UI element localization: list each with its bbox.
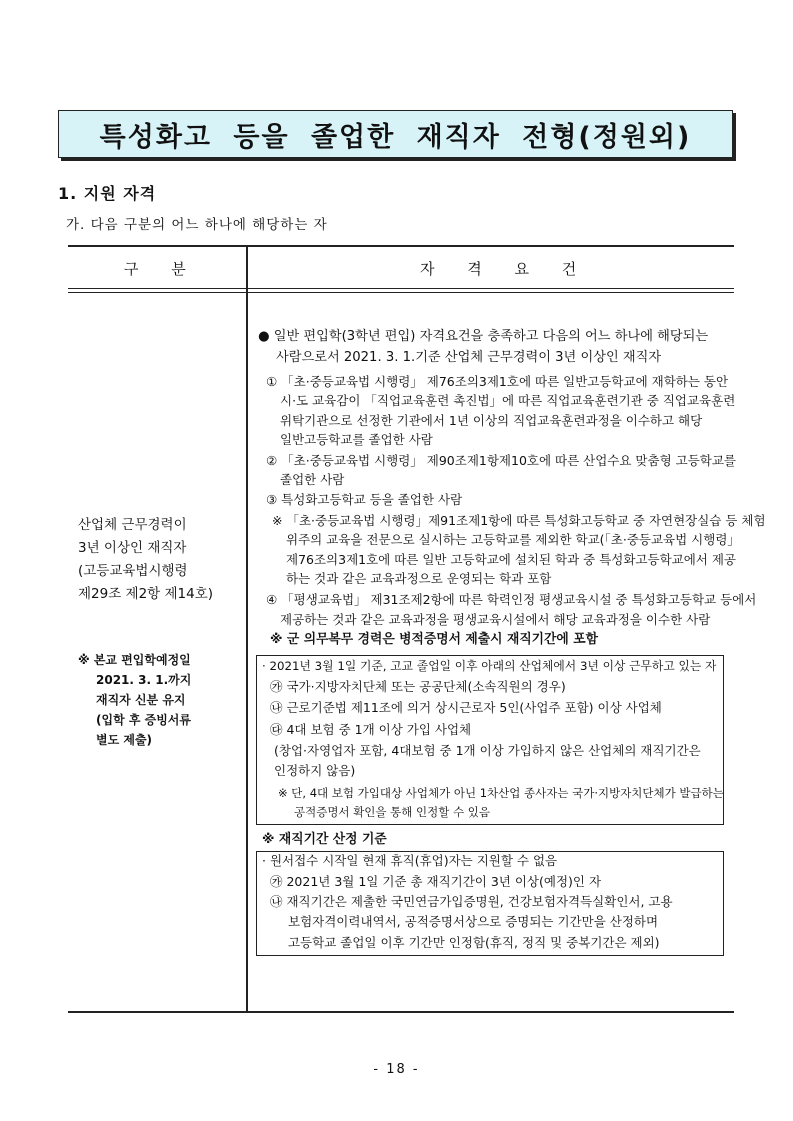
box1-line: (창업·자영업자 포함, 4대보험 중 1개 이상 가입하지 않은 산업체의 재직기간은 — [274, 743, 701, 758]
page-number: - 18 - — [373, 1062, 420, 1077]
box1-line: · 2021년 3월 1일 기준, 고교 졸업일 이후 아래의 산업체에서 3년 이상 근무하고 있는 자 — [262, 659, 717, 673]
box2-line: ㉮ 2021년 3월 1일 기준 총 재직기간이 3년 이상(예정)인 자 — [270, 874, 602, 889]
item-line: ① 「초·중등교육법 시행령」 제76조의3제1호에 따른 일반고등학교에 재학하는 동안 — [266, 374, 729, 389]
page-title: 특성화고 등을 졸업한 재직자 전형(정원외) — [99, 121, 692, 153]
section-heading: 1. 지원 자격 — [58, 184, 157, 203]
table-header-rule — [68, 288, 734, 293]
box2-line: ㉯ 재직기간은 제출한 국민연금가입증명원, 건강보험자격득실확인서, 고용 — [270, 894, 673, 909]
left-note-line: (입학 후 증빙서류 — [96, 713, 191, 727]
item-line: 졸업한 사람 — [280, 472, 345, 487]
box1-line: 공적증명서 확인을 통해 인정할 수 있음 — [294, 805, 491, 819]
header-right: 자 격 요 건 — [420, 260, 591, 278]
item-line: 위탁기관으로 선정한 기관에서 1년 이상의 직업교육훈련과정을 이수하고 해당 — [280, 413, 703, 428]
left-line: 제29조 제2항 제14호) — [78, 586, 214, 602]
military-note: ※ 군 의무복무 경력은 병적증명서 제출시 재직기간에 포함 — [270, 632, 598, 647]
title-banner — [58, 110, 733, 158]
box1-line: ㉯ 근로기준법 제11조에 의거 상시근로자 5인(사업주 포함) 이상 사업체 — [270, 700, 662, 715]
box1-line: 인정하지 않음) — [274, 763, 356, 778]
left-qualification — [78, 514, 213, 606]
table-column-divider — [246, 246, 248, 1012]
left-note-line: ※ 본교 편입학예정일 — [78, 653, 191, 667]
bullet-line: ● 일반 편입학(3학년 편입) 자격요건을 충족하고 다음의 어느 하나에 해당되는 — [258, 329, 709, 344]
item-line: 제76조의3제1호에 따른 일반 고등학교에 설치된 학과 중 특성화고등학교에서 제공 — [286, 552, 736, 567]
left-note-line: 2021. 3. 1.까지 — [96, 673, 192, 687]
item-line: 위주의 교육을 전문으로 실시하는 고등학교를 제외한 학교(「초·중등교육법 시행령」 — [286, 532, 740, 547]
item-line: ※ 「초·중등교육법 시행령」제91조제1항에 따른 특성화고등학교 중 자연현장실습 등 체험 — [272, 513, 766, 528]
bullet-line: 사람으로서 2021. 3. 1.기준 산업체 근무경력이 3년 이상인 재직자 — [276, 350, 662, 365]
left-note — [78, 650, 191, 750]
table-bottom-rule — [68, 1011, 734, 1013]
left-line: (고등교육법시행령 — [78, 563, 188, 579]
box2-line: 보험자격이력내역서, 공적증명서상으로 증명되는 기간만을 산정하며 — [288, 914, 659, 929]
box2-line: 고등학교 졸업일 이후 기간만 인정함(휴직, 정직 및 중복기간은 제외) — [288, 935, 660, 950]
table-top-rule — [68, 245, 734, 247]
item-line: ④ 「평생교육법」 제31조제2항에 따른 학력인정 평생교육시설 중 특성화고등학교 등에서 — [266, 592, 757, 607]
box1-line: ㉰ 4대 보험 중 1개 이상 가입 사업체 — [270, 722, 472, 737]
left-note-line: 별도 제출) — [96, 733, 153, 747]
item-line: 일반고등학교를 졸업한 사람 — [280, 432, 433, 447]
left-line: 3년 이상인 재직자 — [78, 540, 187, 556]
box1-line: ㉮ 국가·지방자치단체 또는 공공단체(소속직원의 경우) — [270, 679, 566, 694]
section-subheading: 가. 다음 구분의 어느 하나에 해당하는 자 — [66, 217, 328, 233]
item-line: 시·도 교육감이 「직업교육훈련 촉진법」에 따른 직업교육훈련기관 중 직업교육훈련 — [280, 393, 736, 408]
left-note-line: 재직자 신분 유지 — [96, 693, 186, 707]
item-line: ② 「초·중등교육법 시행령」 제90조제1항제10호에 따른 산업수요 맞춤형 고등학교를 — [266, 453, 737, 468]
period-criteria-title: ※ 재직기간 산정 기준 — [262, 832, 387, 847]
left-line: 산업체 근무경력이 — [78, 517, 187, 533]
box1-line: ※ 단, 4대 보험 가입대상 사업체가 아닌 1차산업 종사자는 국가·지방자치단체가 발급하는 — [278, 786, 724, 800]
header-left: 구 분 — [124, 260, 200, 278]
item-line: 제공하는 것과 같은 교육과정을 평생교육시설에서 해당 교육과정을 이수한 사람 — [280, 612, 711, 627]
item-line: ③ 특성화고등학교 등을 졸업한 사람 — [266, 492, 463, 507]
box2-line: · 원서접수 시작일 현재 휴직(휴업)자는 지원할 수 없음 — [262, 853, 558, 868]
item-line: 하는 것과 같은 교육과정으로 운영되는 학과 포함 — [286, 571, 552, 586]
